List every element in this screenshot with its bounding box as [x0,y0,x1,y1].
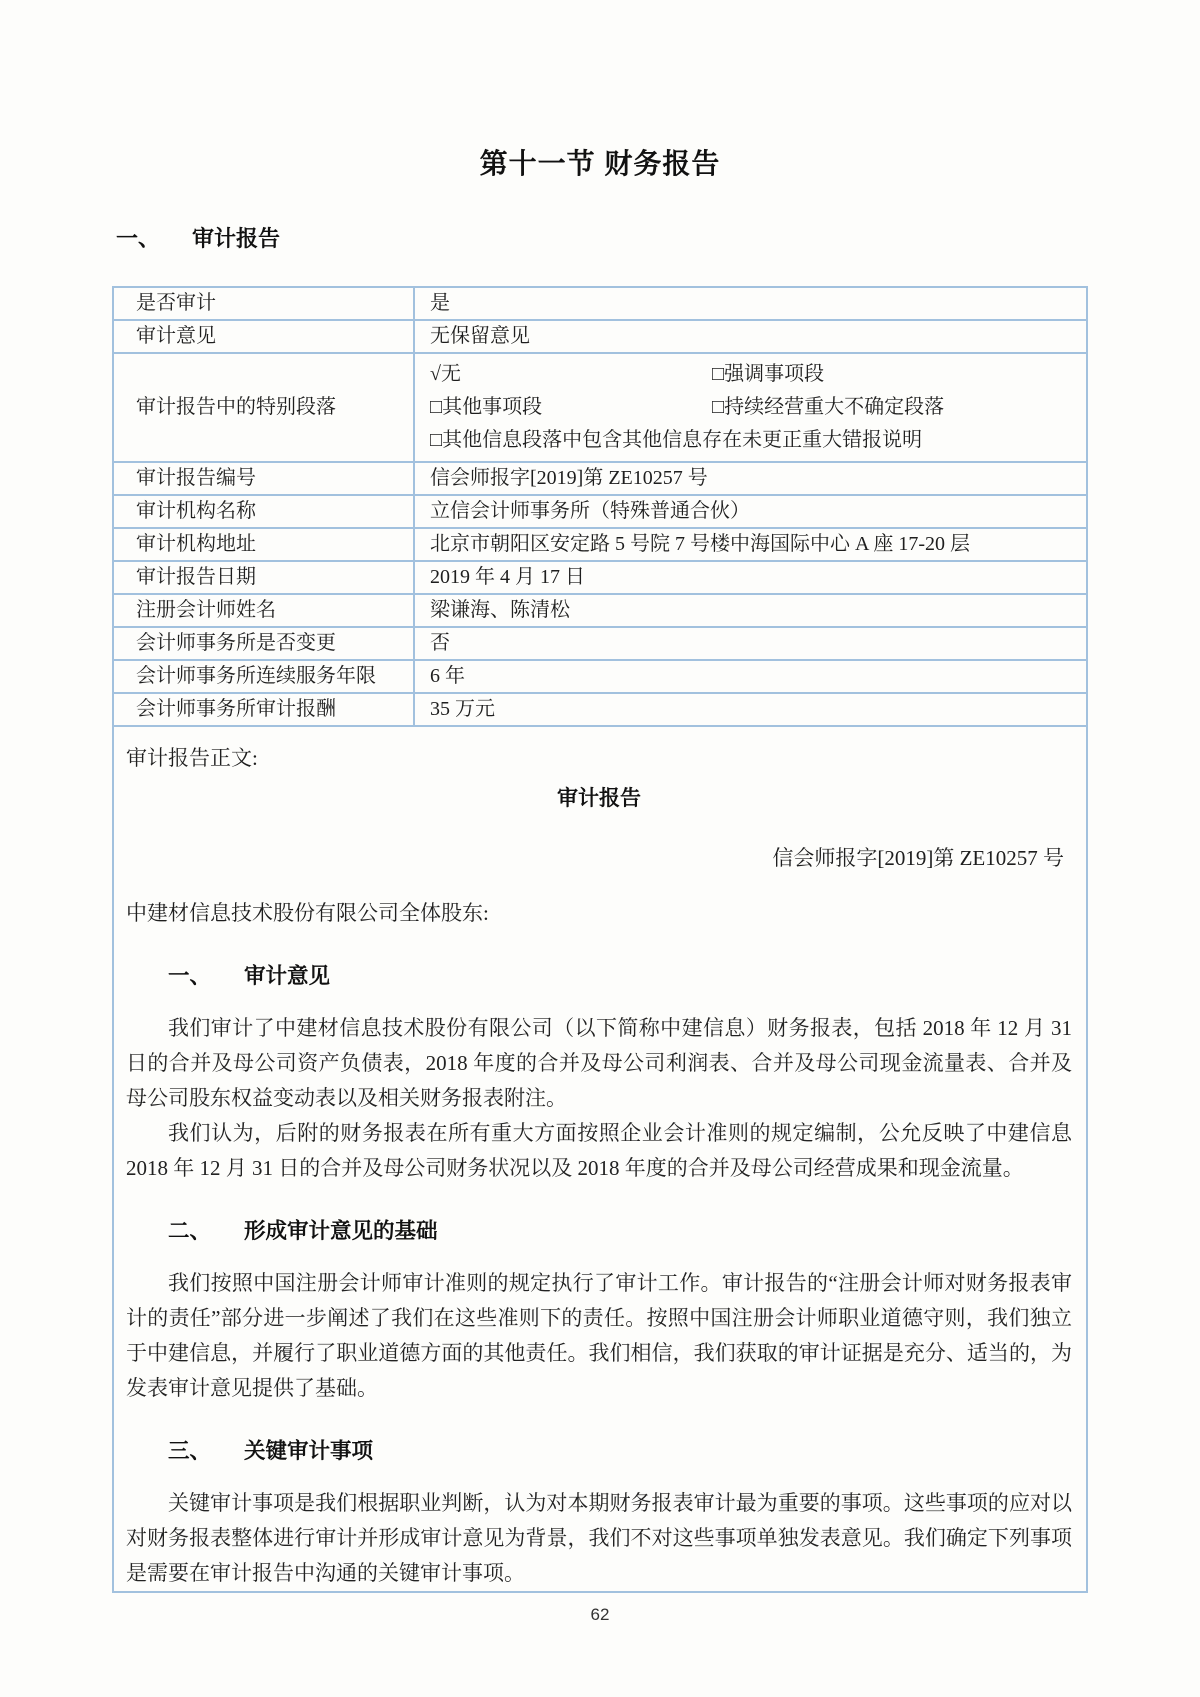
table-row-opinion [113,320,1087,353]
body-heading-key-matters [126,1434,1072,1469]
table-row-special-paragraphs [113,353,1087,462]
body-heading-opinion [126,959,1072,994]
report-number: 信会师报字[2019]第 ZE10257 号 [772,846,1064,870]
row-label: 注册会计师姓名 [113,594,414,627]
row-value: 立信会计师事务所（特殊普通合伙） [414,495,1087,528]
checkbox-option-other-matters: □其他事项段 [430,396,543,418]
table-row-report-date [113,561,1087,594]
row-label: 审计意见 [113,320,414,353]
paragraph: 我们审计了中建材信息技术股份有限公司（以下简称中建信息）财务报表，包括 2018 年 12 月 31 日的合并及母公司资产负债表，2018 年度的合并及母公司利润表、合并及母公司现金流量表、合并及母公司股东权益变动表以及相关财务报表附注。 [126,1016,1072,1110]
paragraph: 我们按照中国注册会计师审计准则的规定执行了审计工作。审计报告的“注册会计师对财务报表审计的责任”部分进一步阐述了我们在这些准则下的责任。按照中国注册会计师职业道德守则，我们独立于中建信息，并履行了职业道德方面的其他责任。我们相信，我们获取的审计证据是充分、适当的，为发表审计意见提供了基础。 [126,1271,1072,1400]
row-label: 审计报告编号 [113,462,414,495]
special-paragraph-options [414,353,1087,462]
report-title: 审计报告 [557,787,641,810]
report-body-cell [113,726,1087,1592]
heading-number: 二、 [168,1219,212,1243]
checkbox-option-emphasis: □强调事项段 [712,363,825,385]
row-label: 是否审计 [113,287,414,320]
row-value: 无保留意见 [414,320,1087,353]
table-row-report-number [113,462,1087,495]
row-label: 会计师事务所是否变更 [113,627,414,660]
checkbox-option-none: √无 [430,363,461,385]
page-title: 第十一节 财务报告 [479,148,721,179]
table-row-service-years [113,660,1087,693]
table-row-report-body [113,726,1087,1592]
row-label: 审计报告中的特别段落 [113,353,414,462]
row-value: 否 [414,627,1087,660]
body-heading-basis [126,1214,1072,1249]
row-label: 审计机构名称 [113,495,414,528]
row-label: 审计机构地址 [113,528,414,561]
row-value: 北京市朝阳区安定路 5 号院 7 号楼中海国际中心 A 座 17-20 层 [414,528,1087,561]
checkbox-option-grid [430,358,1086,457]
heading-number: 三、 [168,1439,212,1463]
row-value: 2019 年 4 月 17 日 [414,561,1087,594]
section-heading [112,222,1088,253]
heading-title: 关键审计事项 [244,1439,374,1463]
row-value: 35 万元 [414,693,1087,726]
row-label: 会计师事务所连续服务年限 [113,660,414,693]
checkbox-option-going-concern: □持续经营重大不确定段落 [712,396,945,418]
report-body [126,741,1072,1591]
table-row-firm-name [113,495,1087,528]
checkbox-option-other-info: □其他信息段落中包含其他信息存在未更正重大错报说明 [430,429,923,451]
section-title: 审计报告 [192,226,281,251]
table-row-audit-fee [113,693,1087,726]
row-value: 是 [414,287,1087,320]
report-addressee: 中建材信息技术股份有限公司全体股东: [126,901,489,925]
audit-info-table [112,286,1088,1593]
table-row-firm-address [113,528,1087,561]
heading-title: 形成审计意见的基础 [244,1219,438,1243]
row-value: 信会师报字[2019]第 ZE10257 号 [414,462,1087,495]
row-value: 梁谦海、陈清松 [414,594,1087,627]
table-row-audited [113,287,1087,320]
row-label: 会计师事务所审计报酬 [113,693,414,726]
page-number: 62 [590,1605,610,1624]
table-row-firm-changed [113,627,1087,660]
table-row-cpa-names [113,594,1087,627]
row-label: 审计报告日期 [113,561,414,594]
paragraph: 关键审计事项是我们根据职业判断，认为对本期财务报表审计最为重要的事项。这些事项的应对以对财务报表整体进行审计并形成审计意见为背景，我们不对这些事项单独发表意见。我们确定下列事项是需要在审计报告中沟通的关键审计事项。 [126,1491,1072,1585]
heading-title: 审计意见 [244,964,331,988]
paragraph: 我们认为，后附的财务报表在所有重大方面按照企业会计准则的规定编制，公允反映了中建信息 2018 年 12 月 31 日的合并及母公司财务状况以及 2018 年度的合并及母公司经营成果和现金流量。 [126,1121,1072,1180]
heading-number: 一、 [168,964,212,988]
row-value: 6 年 [414,660,1087,693]
section-number: 一、 [116,226,161,251]
report-body-intro-label: 审计报告正文: [126,746,258,770]
